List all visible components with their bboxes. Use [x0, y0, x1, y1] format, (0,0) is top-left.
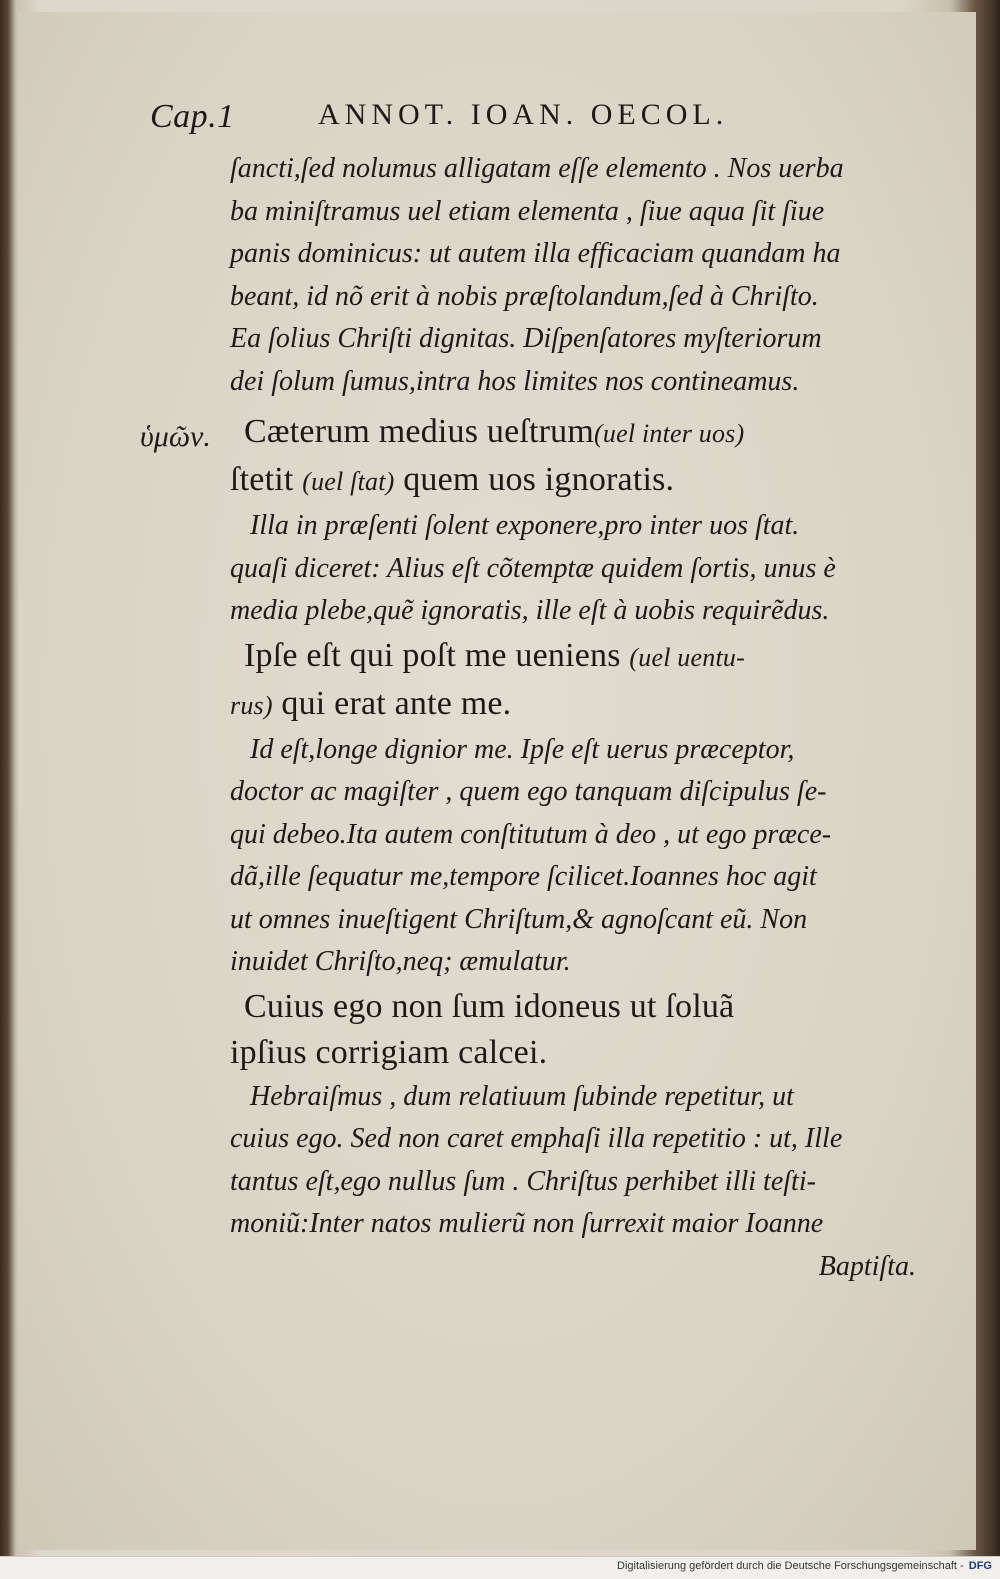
text-line: ut omnes inueſtigent Chriſtum,& agnoſcant eũ. Non	[230, 903, 808, 935]
lemma-3	[230, 984, 920, 1076]
paragraph-4	[230, 1076, 920, 1289]
lemma-text: quem uos ignoratis.	[403, 461, 675, 498]
text-line: ba miniſtramus uel etiam elementa , ſiue aqua ſit ſiue	[230, 195, 825, 227]
text-line: quaſi diceret: Alius eſt cõtemptæ quidem ſortis, unus è	[230, 552, 836, 584]
viewer-footer	[0, 1556, 1000, 1579]
text-line: moniũ:Inter natos mulierũ non ſurrexit maior Ioanne	[230, 1208, 824, 1239]
text-line: Ea ſolius Chriſti dignitas. Diſpenſatores myſteriorum	[230, 323, 822, 354]
text-line: panis dominicus: ut autem illa efficaciam quandam ha	[230, 238, 841, 269]
text-line: inuidet Chriſto,neq; æmulatur.	[230, 946, 571, 977]
text-line: dei ſolum ſumus,intra hos limites nos contineamus.	[230, 365, 800, 397]
text-line: beant, id nõ erit à nobis præſtolandum,ſed à Chriſto.	[230, 280, 819, 312]
text-line: Baptiſta.	[818, 1250, 916, 1282]
paragraph-2	[230, 505, 920, 633]
lemma-1	[230, 409, 920, 505]
lemma-text: ſtetit	[230, 461, 294, 498]
text-line: Id eſt,longe dignior me. Ipſe eſt uerus præceptor,	[250, 733, 795, 765]
margin-note-greek: ὑμῶν.	[140, 420, 211, 453]
running-title: ANNOT. IOAN. OECOL.	[318, 98, 729, 131]
lemma-text: Cuius ego non ſum idoneus ut ſoluã	[244, 987, 735, 1025]
lemma-text: Ipſe eſt qui poſt me ueniens	[244, 636, 621, 674]
lemma-text: ipſius corrigiam calcei.	[230, 1033, 548, 1071]
lemma-variant: (uel uentu-	[629, 642, 745, 672]
funding-notice: Digitalisierung gefördert durch die Deutsche Forschungsgemeinschaft -	[617, 1560, 964, 1572]
chapter-label: Cap.1	[150, 98, 235, 135]
lemma-text: Cæterum medius ueſtrum	[244, 413, 595, 450]
lemma-variant: (uel inter uos)	[594, 419, 745, 448]
dfg-logo: DFG	[968, 1560, 992, 1572]
paragraph-3	[230, 729, 920, 984]
page-body	[230, 148, 920, 1288]
text-line: ſancti,ſed nolumus alligatam eſſe elemento . Nos uerba	[230, 153, 844, 184]
text-line: Hebraiſmus , dum relatiuum ſubinde repetitur, ut	[250, 1080, 794, 1112]
lemma-variant: rus)	[230, 690, 273, 720]
paragraph-1	[230, 148, 920, 403]
text-line: doctor ac magiſter , quem ego tanquam diſcipulus ſe-	[230, 776, 827, 807]
lemma-variant: (uel ſtat)	[302, 467, 395, 496]
text-line: qui debeo.Ita autem conſtitutum à deo , ut ego præce-	[230, 818, 832, 850]
lemma-2	[230, 633, 920, 729]
text-line: cuius ego. Sed non caret emphaſi illa repetitio : ut, Ille	[230, 1123, 843, 1154]
page-header	[0, 98, 1000, 142]
text-line: dã,ille ſequatur me,tempore ſcilicet.Ioannes hoc agit	[230, 861, 817, 892]
text-line: tantus eſt,ego nullus ſum . Chriſtus perhibet illi teſti-	[230, 1165, 816, 1197]
lemma-text: qui erat ante me.	[281, 684, 512, 722]
text-line: Illa in præſenti ſolent exponere,pro inter uos ſtat.	[250, 510, 800, 541]
text-line: media plebe,quẽ ignoratis, ille eſt à uobis requirẽdus.	[230, 595, 830, 626]
